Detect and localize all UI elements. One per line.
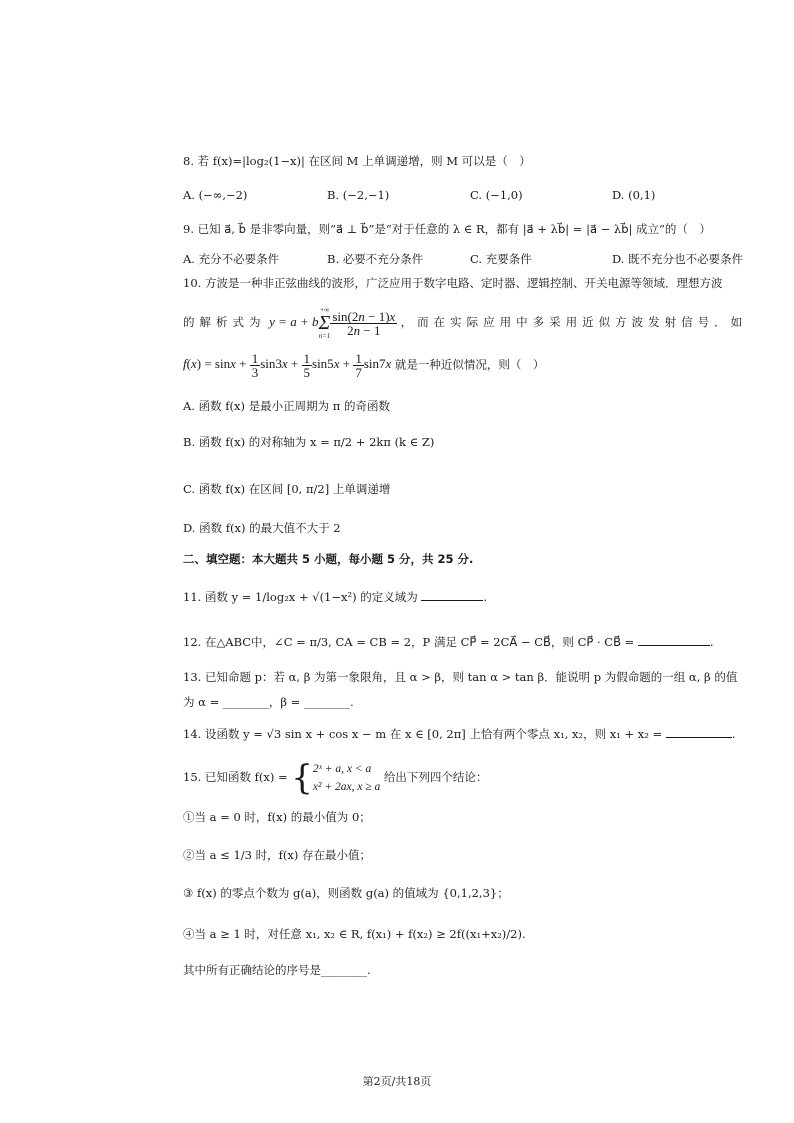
q8-option-c: C. (−1,0) — [470, 188, 523, 202]
q11-text: 11. 函数 y = 1/log₂x + √(1−x²) 的定义域为 — [183, 590, 418, 604]
q15-closing: 其中所有正确结论的序号是________. — [183, 963, 371, 977]
q15-stem-post: 给出下列四个结论： — [383, 770, 488, 784]
q8-option-b: B. (−2,−1) — [327, 188, 390, 202]
q15-cases — [313, 760, 380, 796]
q15-stem-pre: 15. 已知函数 f(x) = — [183, 770, 288, 784]
q8-stem: 8. 若 f(x)=|log₂(1−x)| 在区间 M 上单调递增，则 M 可以是（ ） — [183, 154, 531, 168]
q15-item-4: ④当 a ≥ 1 时，对任意 x₁, x₂ ∈ R, f(x₁) + f(x₂) ≥ 2f((x₁+x₂)/2). — [183, 927, 526, 941]
q14-answer-blank — [666, 726, 732, 738]
q15-item-2: ②当 a ≤ 1/3 时，f(x) 存在最小值； — [183, 848, 371, 862]
q10-option-a: A. 函数 f(x) 是最小正周期为 π 的奇函数 — [183, 399, 391, 413]
q15-item-1: ①当 a = 0 时，f(x) 的最小值为 0； — [183, 810, 371, 824]
q10-approx-formula: f(x) = sinx + $\frac{1}{3}$ sin3x + $\frac{1}{5}$ sin5x + $\frac{1}{7}$ sin7x — [183, 351, 392, 380]
q10-line3-post: 就是一种近似情况，则（ ） — [394, 357, 545, 372]
q9-option-a: A. 充分不必要条件 — [183, 252, 280, 266]
q9-option-c: C. 充要条件 — [470, 252, 532, 266]
q10-ideal-formula: y = a + b +∞ Σ n=1 $\frac{\sin(2n - 1)x}{2n - 1}$ — [269, 306, 396, 340]
q8-option-a: A. (−∞,−2) — [183, 188, 248, 202]
q10-line2 — [183, 306, 747, 340]
q13-line1: 13. 已知命题 p：若 α, β 为第一象限角，且 α > β，则 tan α > tan β．能说明 p 为假命题的一组 α, β 的值 — [183, 670, 738, 684]
q9-stem: 9. 已知 a⃗, b⃗ 是非零向量，则“a⃗ ⊥ b⃗”是“对于任意的 λ ∈ R，都有 |a⃗ + λb⃗| = |a⃗ − λb⃗| 成立”的（ ） — [183, 222, 711, 236]
section-heading: 二、填空题：本大题共 5 小题，每小题 5 分，共 25 分. — [183, 552, 474, 566]
q15-item-3: ③ f(x) 的零点个数为 g(a)，则函数 g(a) 的值域为 {0,1,2,3}； — [183, 886, 509, 900]
q13-line2: 为 α = ________，β = ________. — [183, 695, 354, 709]
q14-stem: 14. 设函数 y = √3 sin x + cos x − m 在 x ∈ [0, 2π] 上恰有两个零点 x₁, x₂，则 x₁ + x₂ = . — [183, 727, 736, 741]
q10-option-c: C. 函数 f(x) 在区间 [0, π/2] 上单调递增 — [183, 482, 391, 496]
q11-answer-blank — [421, 589, 483, 601]
q10-line2-pre: 的解析式为 — [183, 314, 266, 329]
q15-case2: x² + 2ax, x ≥ a — [312, 781, 381, 793]
q15-case1: 2ˣ + a, x < a — [312, 763, 372, 775]
q10-line3 — [183, 352, 544, 379]
q11-stem: 11. 函数 y = 1/log₂x + √(1−x²) 的定义域为 . — [183, 590, 488, 604]
q10-line1: 10. 方波是一种非正弦曲线的波形，广泛应用于数字电路、定时器、逻辑控制、开关电源等领域．理想方波 — [183, 276, 723, 290]
q10-option-d: D. 函数 f(x) 的最大值不大于 2 — [183, 521, 341, 535]
q12-text: 12. 在△ABC中，∠C = π/3, CA = CB = 2，P 满足 CP⃗ = 2CA⃗ − CB⃗，则 CP⃗ · CB⃗ = — [183, 635, 635, 649]
q14-text: 14. 设函数 y = √3 sin x + cos x − m 在 x ∈ [0, 2π] 上恰有两个零点 x₁, x₂，则 x₁ + x₂ = — [183, 727, 663, 741]
q15-brace: { — [291, 758, 313, 798]
q8-option-d: D. (0,1) — [612, 188, 656, 202]
q9-option-b: B. 必要不充分条件 — [327, 252, 424, 266]
q12-stem: 12. 在△ABC中，∠C = π/3, CA = CB = 2，P 满足 CP⃗ = 2CA⃗ − CB⃗，则 CP⃗ · CB⃗ = . — [183, 635, 714, 649]
q12-answer-blank — [638, 634, 710, 646]
q15-stem — [183, 760, 487, 796]
page-footer: 第2页/共18页 — [362, 1075, 432, 1088]
q9-option-d: D. 既不充分也不必要条件 — [612, 252, 744, 266]
q10-option-b: B. 函数 f(x) 的对称轴为 x = π/2 + 2kπ (k ∈ Z) — [183, 435, 435, 449]
q10-line2-post: ，而在实际应用中多采用近似方波发射信号．如 — [400, 314, 748, 329]
